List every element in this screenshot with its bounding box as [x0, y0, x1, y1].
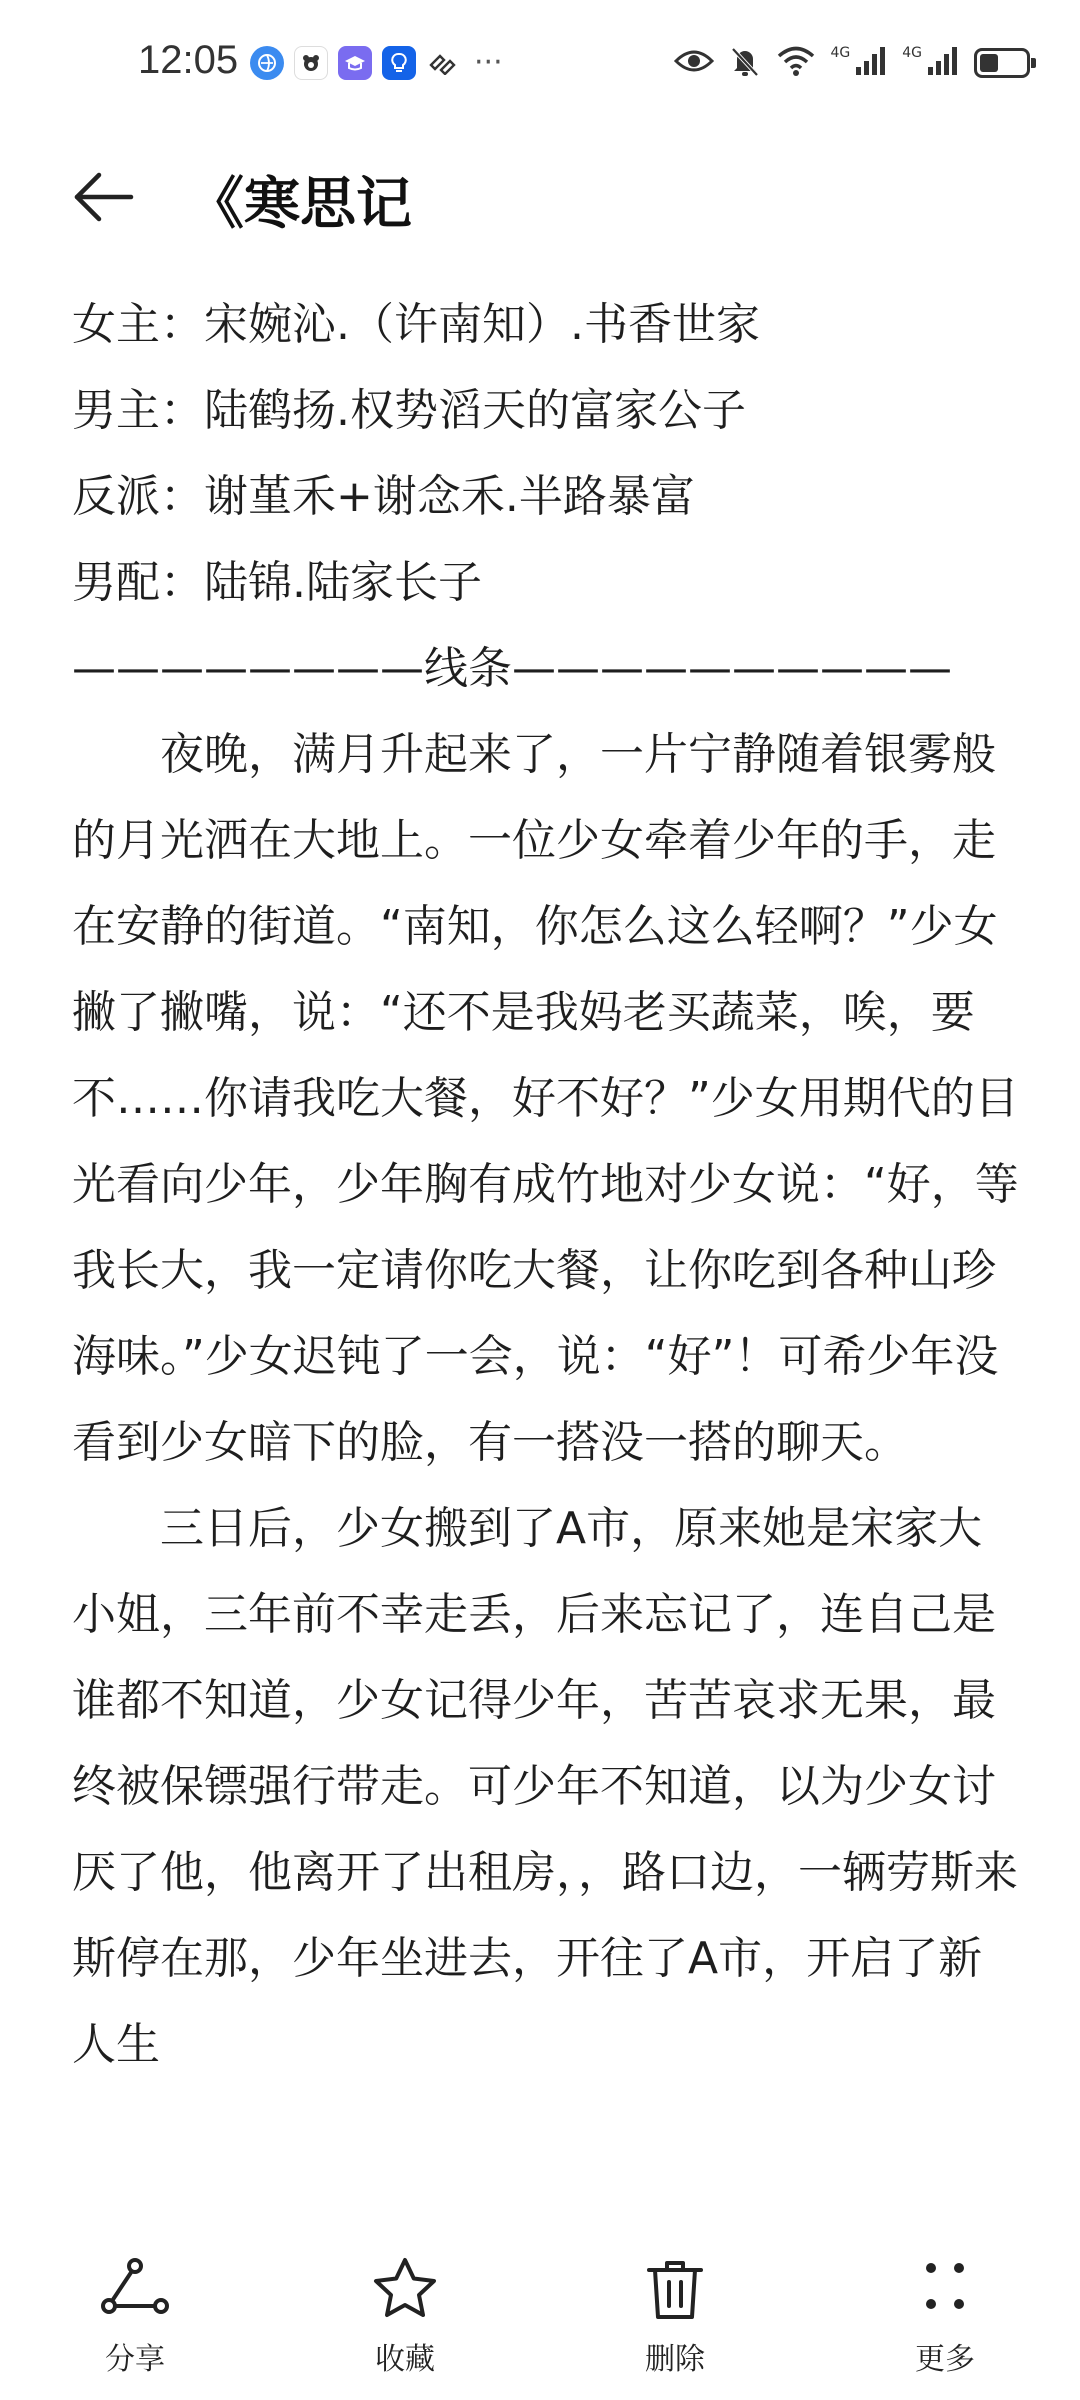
- story-paragraph: 夜晚，满月升起来了，一片宁静随着银雾般的月光洒在大地上。一位少女牵着少年的手，走在安静的街道。“南知，你怎么这么轻啊？”少女撇了撇嘴，说：“还不是我妈老买蔬菜，唉，要不……你请我吃大餐，好不好？”少女用期代的目光看向少年，少年胸有成竹地对少女说：“好，等我长大，我一定请你吃大餐，让你吃到各种山珍海味。”少女迟钝了一会，说：“好”！可希少年没看到少女暗下的脸，有一搭没一搭的聊天。: [72, 729, 1019, 1468]
- more-label: 更多: [915, 2342, 975, 2377]
- system-icons: [674, 44, 1030, 82]
- wifi-icon: [776, 45, 816, 81]
- status-bar: [0, 0, 1080, 130]
- star-icon: [369, 2254, 441, 2326]
- status-time: 12:05: [138, 38, 239, 82]
- character-line: 女主：宋婉沁.（许南知）.书香世家: [72, 299, 760, 350]
- page-title: 《寒思记: [188, 172, 412, 237]
- bear-app-icon: [294, 46, 328, 80]
- character-line: 男配：陆锦.陆家长子: [72, 557, 482, 608]
- more-notifications-icon: ···: [474, 45, 503, 80]
- share-button[interactable]: [0, 2240, 270, 2400]
- character-line: 反派：谢堇禾+谢念禾.半路暴富: [72, 471, 695, 522]
- network-type-2: 4G: [902, 45, 922, 61]
- signal-icon: [926, 45, 960, 81]
- favorite-button[interactable]: [270, 2240, 540, 2400]
- app-header: [0, 140, 1080, 250]
- share-label: 分享: [105, 2342, 165, 2377]
- dual-app-icon: [426, 46, 460, 80]
- text-divider: ————————线条——————————: [72, 643, 952, 694]
- notification-icons: [250, 46, 503, 80]
- battery-level: [980, 54, 998, 72]
- signal-icon: [854, 45, 888, 81]
- delete-label: 删除: [645, 2342, 705, 2377]
- bulb-app-icon: [382, 46, 416, 80]
- note-content[interactable]: [72, 282, 1022, 2088]
- delete-button[interactable]: [540, 2240, 810, 2400]
- education-app-icon: [338, 46, 372, 80]
- battery-icon: [974, 48, 1030, 78]
- arrow-left-icon: [71, 171, 135, 223]
- character-line: 男主：陆鹤扬.权势滔天的富家公子: [72, 385, 746, 436]
- network-type-1: 4G: [830, 45, 851, 61]
- share-icon: [99, 2254, 171, 2326]
- bottom-toolbar: [0, 2240, 1080, 2400]
- back-button[interactable]: [68, 162, 138, 232]
- more-button[interactable]: [810, 2240, 1080, 2400]
- eye-icon: [674, 47, 714, 79]
- more-dots-icon: [909, 2254, 981, 2326]
- browser-icon: [250, 46, 284, 80]
- story-paragraph: 三日后，少女搬到了A市，原来她是宋家大小姐，三年前不幸走丢，后来忘记了，连自己是谁都不知道，少女记得少年，苦苦哀求无果，最终被保镖强行带走。可少年不知道，以为少女讨厌了他，他离开了出租房，，路口边，一辆劳斯来斯停在那，少年坐进去，开往了A市，开启了新人生: [72, 1503, 1018, 2070]
- favorite-label: 收藏: [375, 2342, 435, 2377]
- trash-icon: [639, 2254, 711, 2326]
- mute-bell-icon: [728, 44, 762, 82]
